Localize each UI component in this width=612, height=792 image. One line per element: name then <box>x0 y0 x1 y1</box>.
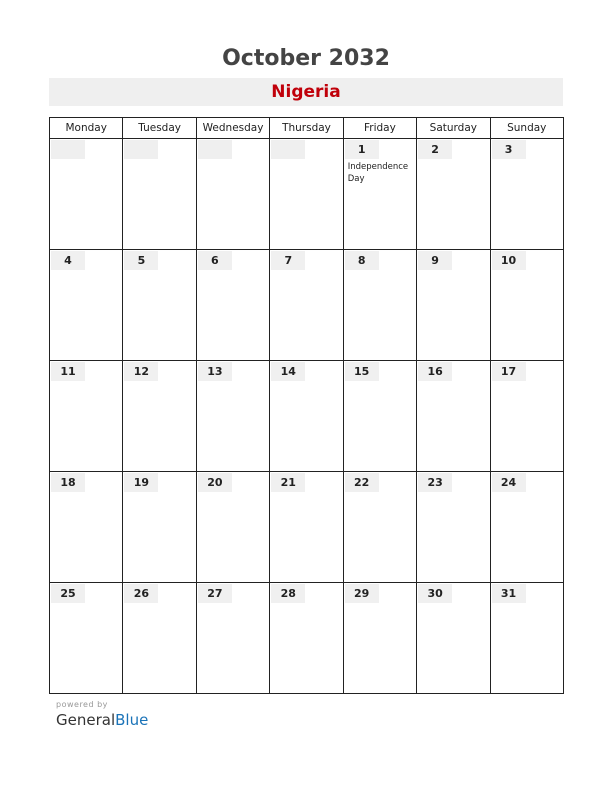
calendar-day-cell <box>50 139 123 250</box>
calendar-day-cell <box>270 472 343 583</box>
calendar-week-row <box>50 583 564 694</box>
calendar-day-cell <box>417 139 490 250</box>
powered-by-text: powered by <box>56 700 108 709</box>
holiday-event: Independence Day <box>347 162 409 184</box>
day-number: 5 <box>124 251 158 270</box>
day-number: 28 <box>271 584 305 603</box>
day-number: 24 <box>492 473 526 492</box>
day-number: 26 <box>124 584 158 603</box>
calendar-day-cell <box>50 250 123 361</box>
calendar-day-cell <box>123 361 196 472</box>
calendar-title: October 2032 <box>222 46 390 71</box>
calendar-week-row <box>50 361 564 472</box>
weekday-thursday: Thursday <box>270 118 343 139</box>
day-number: 2 <box>418 140 452 159</box>
brand-blue: Blue <box>115 711 149 729</box>
day-number: 25 <box>51 584 85 603</box>
calendar-day-cell <box>50 583 123 694</box>
day-number: 12 <box>124 362 158 381</box>
day-number: 29 <box>345 584 379 603</box>
calendar-day-cell <box>490 250 563 361</box>
day-number: 27 <box>198 584 232 603</box>
calendar-day-cell <box>417 583 490 694</box>
brand-general: General <box>56 711 116 729</box>
calendar-day-cell <box>343 583 416 694</box>
day-number: 15 <box>345 362 379 381</box>
calendar-day-cell <box>270 583 343 694</box>
calendar-day-cell <box>123 583 196 694</box>
day-number: 16 <box>418 362 452 381</box>
day-number: 23 <box>418 473 452 492</box>
calendar-day-cell <box>343 139 416 250</box>
empty-day-marker <box>271 140 305 159</box>
empty-day-marker <box>198 140 232 159</box>
day-number: 11 <box>51 362 85 381</box>
calendar-day-cell <box>123 472 196 583</box>
day-number: 18 <box>51 473 85 492</box>
calendar-day-cell <box>417 472 490 583</box>
day-number: 30 <box>418 584 452 603</box>
footer-branding <box>56 700 148 729</box>
day-number: 17 <box>492 362 526 381</box>
day-number: 21 <box>271 473 305 492</box>
country-banner <box>49 78 563 106</box>
day-number: 8 <box>345 251 379 270</box>
calendar-week-row <box>50 139 564 250</box>
calendar-day-cell <box>196 583 269 694</box>
weekday-sunday: Sunday <box>490 118 563 139</box>
calendar-day-cell <box>50 472 123 583</box>
day-number: 31 <box>492 584 526 603</box>
calendar-day-cell <box>490 361 563 472</box>
calendar-day-cell <box>490 139 563 250</box>
day-number: 20 <box>198 473 232 492</box>
weekday-monday: Monday <box>50 118 123 139</box>
weekday-tuesday: Tuesday <box>123 118 196 139</box>
calendar-day-cell <box>490 583 563 694</box>
weekday-friday: Friday <box>343 118 416 139</box>
day-number: 1 <box>345 140 379 159</box>
weekday-wednesday: Wednesday <box>196 118 269 139</box>
calendar-day-cell <box>196 139 269 250</box>
calendar-week-row <box>50 472 564 583</box>
calendar-day-cell <box>123 250 196 361</box>
calendar-day-cell <box>196 472 269 583</box>
calendar-week-row <box>50 250 564 361</box>
calendar-day-cell <box>196 361 269 472</box>
calendar-day-cell <box>270 250 343 361</box>
empty-day-marker <box>51 140 85 159</box>
day-number: 3 <box>492 140 526 159</box>
calendar-day-cell <box>270 361 343 472</box>
calendar-day-cell <box>343 250 416 361</box>
day-number: 22 <box>345 473 379 492</box>
day-number: 10 <box>492 251 526 270</box>
calendar-day-cell <box>490 472 563 583</box>
day-number: 4 <box>51 251 85 270</box>
empty-day-marker <box>124 140 158 159</box>
generalblue-logo <box>56 711 148 729</box>
calendar-grid <box>49 117 564 694</box>
calendar-day-cell <box>50 361 123 472</box>
calendar-day-cell <box>343 361 416 472</box>
day-number: 14 <box>271 362 305 381</box>
day-number: 7 <box>271 251 305 270</box>
day-number: 6 <box>198 251 232 270</box>
day-number: 13 <box>198 362 232 381</box>
day-number: 19 <box>124 473 158 492</box>
calendar-day-cell <box>270 139 343 250</box>
calendar-day-cell <box>196 250 269 361</box>
calendar-day-cell <box>343 472 416 583</box>
calendar-day-cell <box>417 250 490 361</box>
calendar-day-cell <box>417 361 490 472</box>
weekday-saturday: Saturday <box>417 118 490 139</box>
country-name: Nigeria <box>271 82 341 102</box>
calendar-day-cell <box>123 139 196 250</box>
day-number: 9 <box>418 251 452 270</box>
weekday-header-row <box>50 118 564 139</box>
